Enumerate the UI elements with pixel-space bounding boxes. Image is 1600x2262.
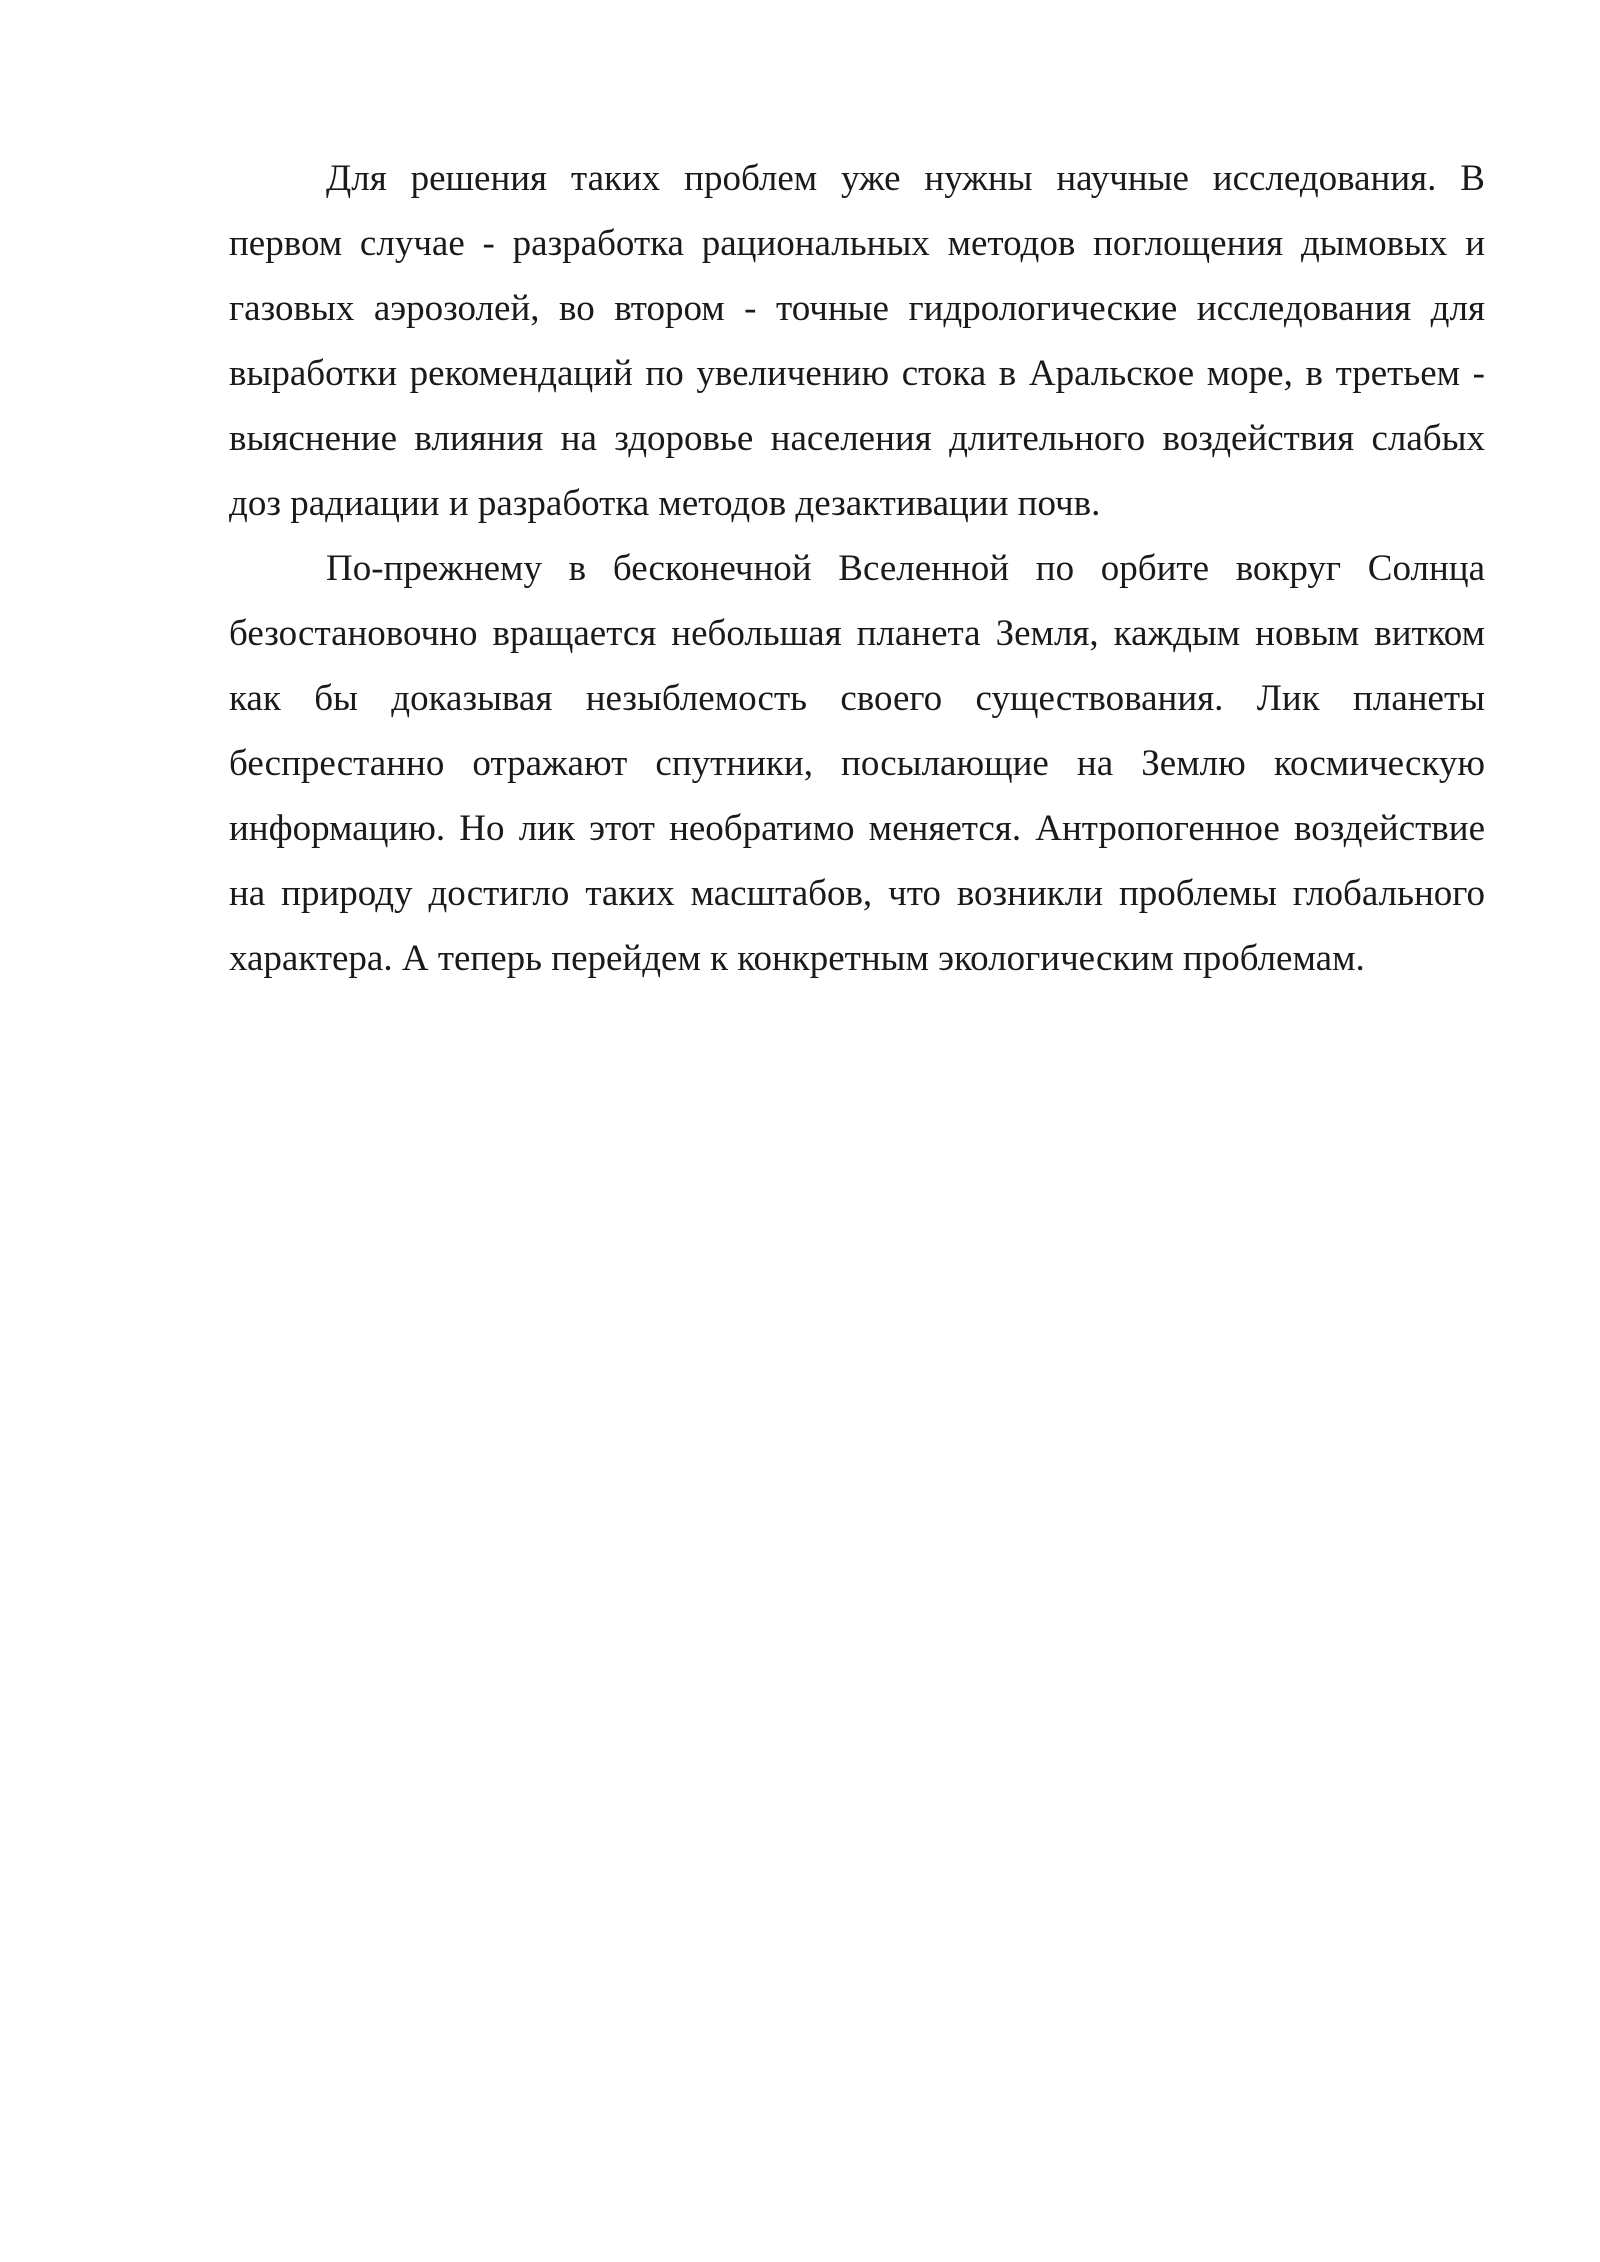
paragraph-1: Для решения таких проблем уже нужны научные исследования. В первом случае - разработка рациональных методов поглощения дымовых и газовых аэрозолей, во втором - точные гидрологические исследования для выработки рекомендаций по увеличению стока в Аральское море, в третьем - выяснение влияния на здоровье населения длительного воздействия слабых доз радиации и разработка методов дезактивации почв. [229, 158, 1485, 524]
paragraph-2: По-прежнему в бесконечной Вселенной по орбите вокруг Солнца безостановочно вращается небольшая планета Земля, каждым новым витком как бы доказывая незыблемость своего существования. Лик планеты беспрестанно отражают спутники, посылающие на Землю космическую информацию. Но лик этот необратимо меняется. Антропогенное воздействие на природу достигло таких масштабов, что возникли проблемы глобального характера. А теперь перейдем к конкретным экологическим проблемам. [229, 548, 1485, 979]
body-text [229, 146, 1485, 991]
